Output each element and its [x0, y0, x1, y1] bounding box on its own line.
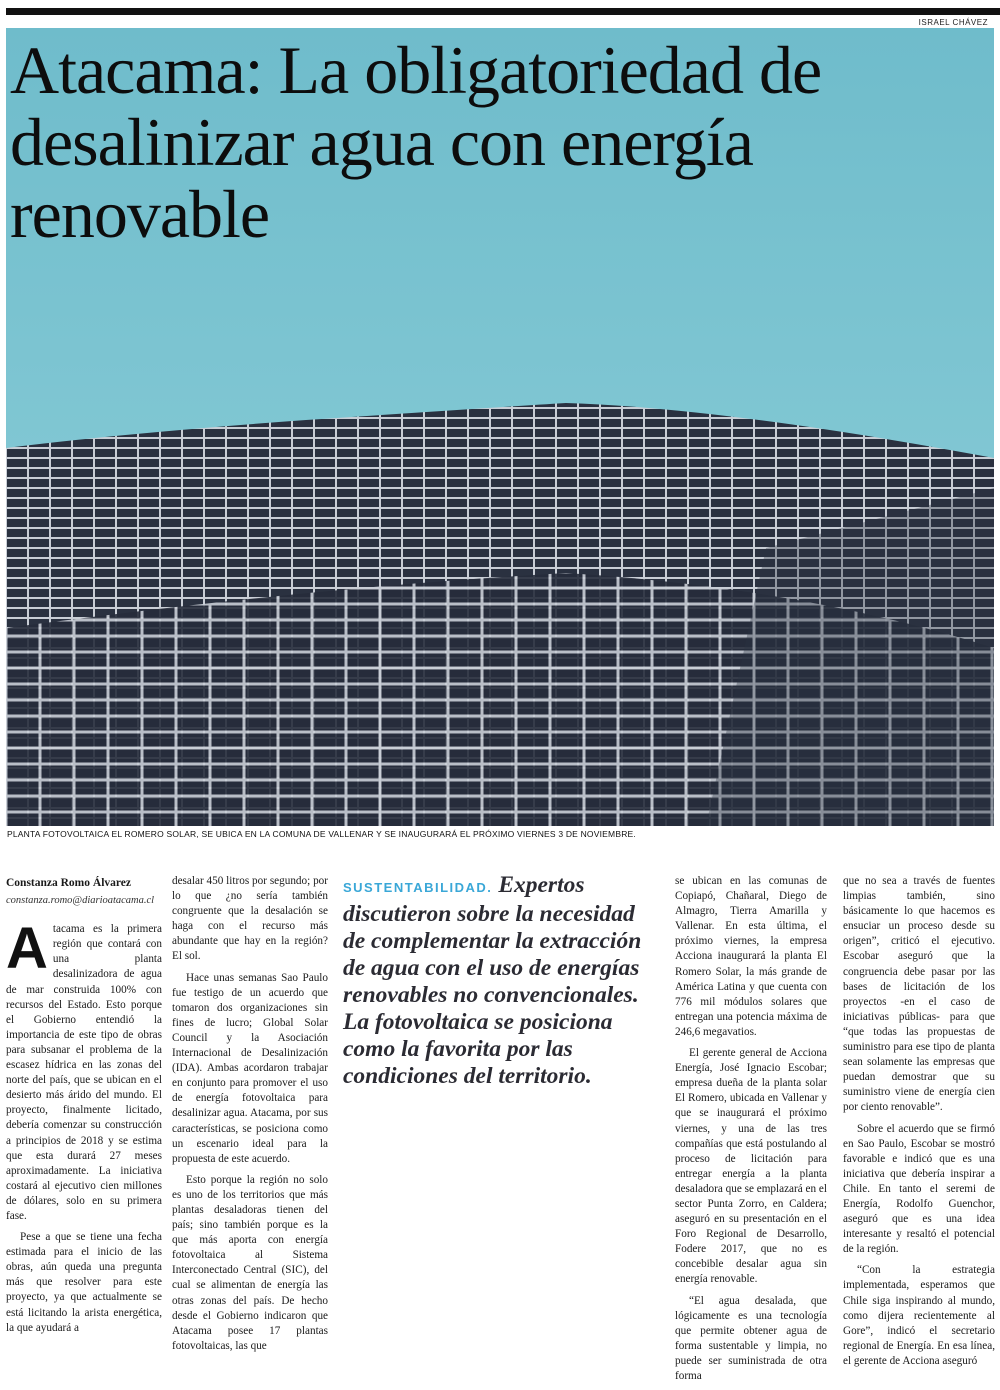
- article-column-2: [172, 874, 328, 1360]
- lead-text: Expertos discutieron sobre la necesidad de complementar la extracción de agua con el uso de energías renovables no convencionales. La fotovoltaica se posiciona como la favorita por las condiciones del territorio.: [343, 872, 642, 1089]
- author-name: Constanza Romo Álvarez: [6, 877, 131, 889]
- headline: Atacama: La obligatoriedad de desalinizar agua con energía renovable: [10, 32, 822, 252]
- paragraph: El gerente general de Acciona Energía, José Ignacio Escobar; empresa dueña de la planta solar El Romero, ubicada en Vallenar y que se inaugurará el próximo viernes, y una de las tres compañías que está postulando al proceso de licitación para entregar energía a la planta desaladora que se emplazará en el sector Punta Zorro, en Caldera; aseguró en su presentación en el Foro Regional de Desarrollo, Fodere 2017, que no es concebible desalar agua sin energía renovable.: [675, 1047, 827, 1286]
- paragraph: [6, 916, 162, 1224]
- paragraph: “El agua desalada, que lógicamente es una tecnología que permite obtener agua de forma sustentable y limpia, no puede ser suministrada de otra forma: [675, 1294, 827, 1382]
- photo-credit: ISRAEL CHÁVEZ: [918, 18, 988, 27]
- author-email[interactable]: constanza.romo@diarioatacama.cl: [6, 895, 155, 907]
- top-rule: [6, 8, 1000, 15]
- article-column-5: [843, 874, 995, 1375]
- lead-summary: [343, 872, 661, 1090]
- paragraph: Sobre el acuerdo que se firmó en Sao Paulo, Escobar se mostró favorable e indicó que es una iniciativa que debería inspirar a Chile. En tanto el seremi de Energía, Rodolfo Guenchor, aseguró que es una idea interesante y resaltó el potencial de la región.: [843, 1122, 995, 1256]
- article-column-1: [6, 876, 162, 1342]
- paragraph: que no sea a través de fuentes limpias también, sino básicamente lo que hacemos es ensuciar un proceso desde su origen”, criticó el ejecutivo. Escobar aseguró que la congruencia debe pasar por las bases de licitación de los proyectos -en el caso de iniciativas públicas- para que “que todas las propuestas de suministro para ese tipo de planta sean solamente las empresas que puedan demostrar que su suministro viene de energía cien por ciento renovable”.: [843, 875, 995, 1114]
- paragraph: Pese a que se tiene una fecha estimada para el inicio de las obras, aún queda una pregunta más que resolver para este proyecto, ya que actualmente se está licitando la arista energética, la que ayudará a: [6, 1231, 162, 1334]
- paragraph: Esto porque la región no solo es uno de los territorios que más plantas desaladoras tienen del país; sino también porque es la que más aporta con energía fotovoltaica al Sistema Interconectado Central (SIC), del cual se alimentan de energía las otras zonas del país. De hecho desde el Gobierno indicaron que Atacama posee 17 plantas fotovoltaicas, las que: [172, 1173, 328, 1352]
- photo-caption: PLANTA FOTOVOLTAICA EL ROMERO SOLAR, SE UBICA EN LA COMUNA DE VALLENAR Y SE INAUGURARÁ EL PRÓXIMO VIERNES 3 DE NOVIEMBRE.: [7, 829, 636, 839]
- paragraph: desalar 450 litros por segundo; por lo que ¿no sería también congruente que la desalación se haga con el recurso más abundante que hay en la región? El sol.: [172, 875, 328, 963]
- paragraph: se ubican en las comunas de Copiapó, Chañaral, Diego de Almagro, Tierra Amarilla y Vallenar. En esta última, el próximo viernes, la empresa Acciona inaugurará la planta El Romero Solar, la más grande de América Latina y que cuenta con 776 mil módulos solares que entregan una potencia máxima de 246,6 megavatios.: [675, 875, 827, 1038]
- article-column-4: [675, 874, 827, 1390]
- section-kicker: SUSTENTABILIDAD.: [343, 880, 493, 895]
- paragraph: Hace unas semanas Sao Paulo fue testigo de un acuerdo que tomaron dos organizaciones sin fines de lucro; Global Solar Council y la Asociación Internacional de Desalinización (IDA). Ambas acordaron trabajar en conjunto para promover el uso de energía fotovoltaica para desalinizar agua. Atacama, por sus características, se posiciona como un escenario ideal para la propuesta de este acuerdo.: [172, 971, 328, 1165]
- drop-cap: A: [6, 916, 48, 982]
- paragraph: “Con la estrategia implementada, esperamos que Chile siga inspirando al mundo, como dijera recientemente al Gore”, indicó el secretario regional de Energía. En esa línea, el gerente de Acciona aseguró: [843, 1264, 995, 1367]
- paragraph-text: tacama es la primera región que contará con una planta desalinizadora de agua de mar construida 100% con recursos del Estado. Esto porque el Gobierno entendió la importancia de este tipo de obras para subsanar el problema de la escasez hídrica en las zonas del norte del país, que se ubican en el desierto más árido del mundo. El proyecto, finalmente licitado, debería comenzar su construcción a principios de 2018 y se estima que esta durará 27 meses aproximadamente. La iniciativa costará al ejecutivo cien millones de dólares, solo en su primera fase.: [6, 923, 162, 1222]
